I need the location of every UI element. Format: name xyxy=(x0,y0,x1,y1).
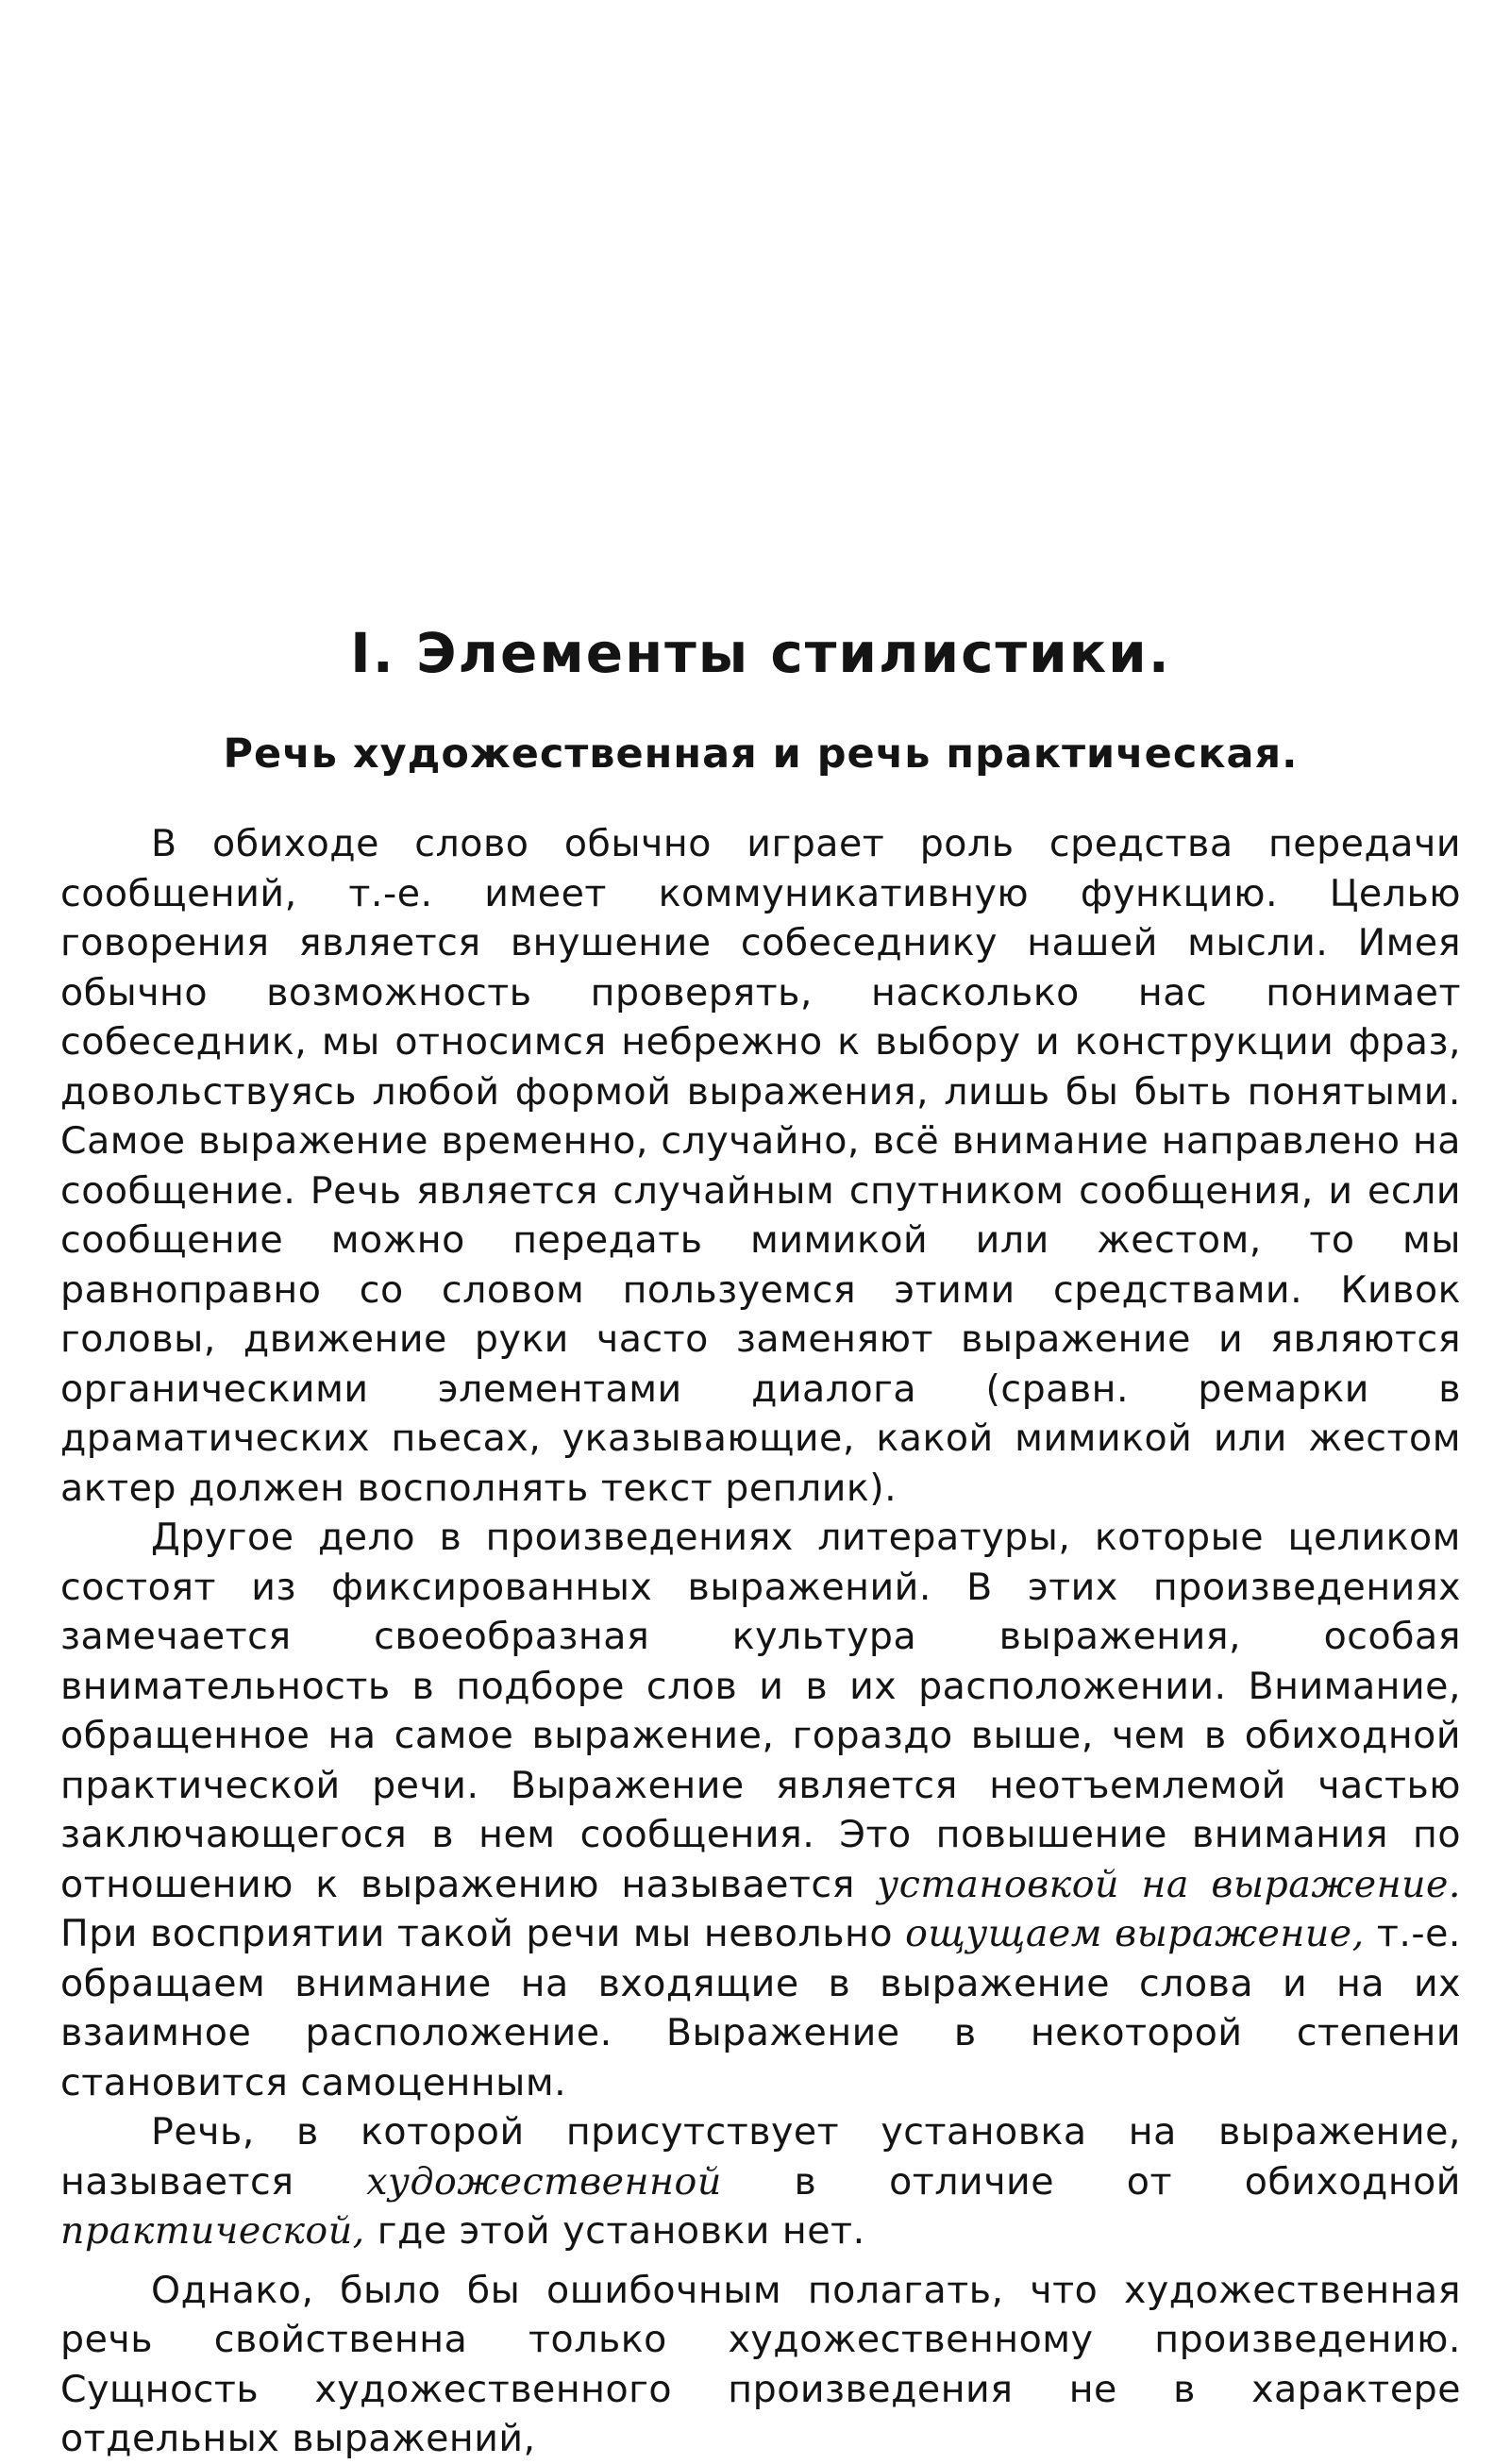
italic-term: практической, xyxy=(60,2209,365,2253)
paragraph xyxy=(60,2266,1461,2464)
text-run: Однако, было бы ошибочным полагать, что художественная речь свойственна только художественному произведению. Сущность художественного произведения не в характере отдельных выражений, xyxy=(60,2268,1461,2460)
italic-term: ощущаем выражение, xyxy=(905,1912,1365,1955)
paragraph xyxy=(60,819,1461,1513)
text-run: В обиходе слово обычно играет роль средства передачи сообщений, т.-е. имеет коммуникативную функцию. Целью говорения является внушение собеседнику нашей мысли. Имея обычно возможность проверять, насколько нас понимает собеседник, мы относимся небрежно к выбору и конструкции фраз, довольствуясь любой формой выражения, лишь бы быть понятыми. Самое выражение временно, случайно, всё внимание направлено на сообщение. Речь является случайным спутником сообщения, и если сообщение можно передать мимикой или жестом, то мы равноправно со словом пользуемся этими средствами. Кивок головы, движение руки часто заменяют выражение и являются органическими элементами диалога (сравн. ремарки в драматических пьесах, указывающие, какой мимикой или жестом актер должен восполнять текст реплик). xyxy=(60,822,1461,1510)
text-run: т.-е. обращаем внимание на входящие в выражение слова и на их взаимное расположение. Выражение в некоторой степени становится самоценным. xyxy=(60,1912,1461,2104)
paragraph xyxy=(60,2107,1461,2256)
chapter-title: I. Элементы стилистики. xyxy=(350,621,1171,685)
italic-term: установкой на выражение. xyxy=(877,1862,1461,1906)
text-run: Другое дело в произведениях литературы, которые целиком состоят из фиксированных выражений. В этих произведениях замечается своеобразная культура выражения, особая внимательность в подборе слов и в их расположении. Внимание, обращенное на самое выражение, гораздо выше, чем в обиходной практической речи. Выражение является неотъемлемой частью заключающегося в нем сообщения. Это повышение внимания по отношению к выражению называется xyxy=(60,1516,1461,1906)
text-run: При восприятии такой речи мы невольно xyxy=(60,1912,906,1955)
text-run: Речь, в которой присутствует установка на выражение, называется xyxy=(60,2110,1461,2204)
text-run: где этой установки нет. xyxy=(364,2209,865,2253)
italic-term: художественной xyxy=(366,2159,722,2204)
section-title: Речь художественная и речь практическая. xyxy=(223,730,1299,778)
book-page xyxy=(60,0,1461,2460)
paragraph xyxy=(60,1513,1461,2107)
body-text xyxy=(60,819,1461,2464)
text-run: в отличие от обиходной xyxy=(721,2159,1461,2204)
